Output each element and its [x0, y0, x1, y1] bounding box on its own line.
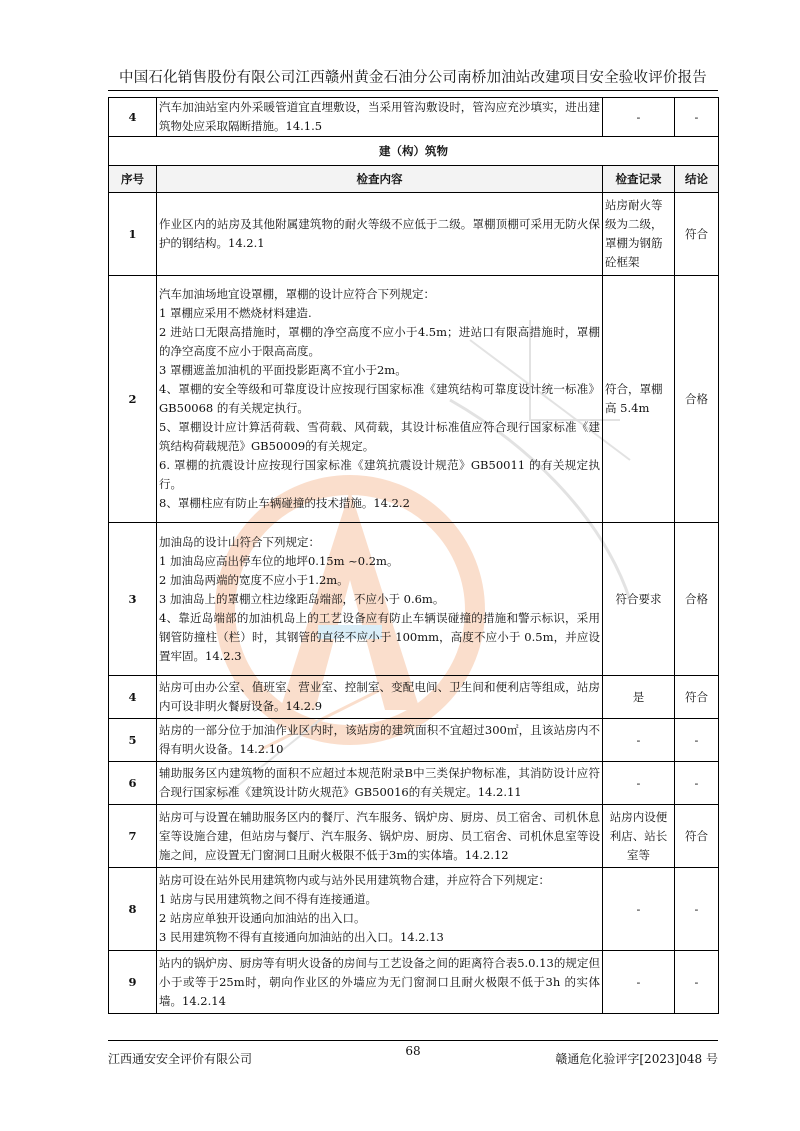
- row-result: -: [675, 951, 719, 1014]
- row-result: 符合: [675, 193, 719, 276]
- page-number: 68: [405, 1044, 421, 1058]
- content-line: 2 站房应单独开设通向加油站的出入口。: [159, 911, 366, 925]
- table-row: [109, 193, 719, 276]
- row-content: [157, 523, 603, 676]
- row-number: 6: [109, 762, 157, 805]
- content-line: 2 进站口无限高措施时，罩棚的净空高度不应小于4.5m；进站口有限高措施时，罩棚的净空高度不应小于限高高度。: [159, 325, 600, 358]
- col-header-content: 检查内容: [157, 166, 603, 193]
- row-result: -: [675, 762, 719, 805]
- table-row: [109, 719, 719, 762]
- footer-company: 江西通安安全评价有限公司: [108, 1052, 253, 1066]
- table-row: [109, 523, 719, 676]
- row-number: 4: [109, 98, 157, 137]
- table-row: [109, 676, 719, 719]
- row-number: 9: [109, 951, 157, 1014]
- content-line: 站房的一部分位于加油作业区内时，该站房的建筑面积不宜超过300㎡，且该站房内不得有明火设备。14.2.10: [159, 723, 600, 756]
- content-line: 站房可设在站外民用建筑物内或与站外民用建筑物合建，并应符合下列规定：: [159, 873, 550, 887]
- table-row: [109, 98, 719, 137]
- col-header-record: 检查记录: [603, 166, 675, 193]
- content-line: 加油岛的设计山符合下列规定：: [159, 534, 320, 549]
- row-record: -: [603, 98, 675, 137]
- row-result: 符合: [675, 676, 719, 719]
- row-number: 2: [109, 276, 157, 523]
- row-record: 符合，罩棚高 5.4m: [603, 276, 675, 523]
- row-content: [157, 676, 603, 719]
- inspection-table: [108, 97, 719, 1014]
- content-line: 2 加油岛两端的宽度不应小于1.2m。: [159, 572, 349, 587]
- row-number: 7: [109, 805, 157, 868]
- content-line: 作业区内的站房及其他附属建筑物的耐火等级不应低于二级。罩棚顶棚可采用无防火保护的钢结构。14.2.1: [159, 217, 600, 250]
- row-content: [157, 762, 603, 805]
- row-result: 合格: [675, 523, 719, 676]
- content-line: 4、罩棚的安全等级和可靠度设计应按现行国家标准《建筑结构可靠度设计统一标准》GB50068 的有关规定执行。: [159, 382, 600, 415]
- row-number: 5: [109, 719, 157, 762]
- row-record: 符合要求: [603, 523, 675, 676]
- footer-doc-number: 赣通危化验评字[2023]048 号: [555, 1052, 718, 1066]
- content-line: 4、靠近岛端部的加油机岛上的工艺设备应有防止车辆误碰撞的措施和警示标识，采用钢管防撞柱（栏）时，其钢管的直径不应小于 100mm，高度不应小于 0.5m，并应设置牢固。14.2.3: [159, 610, 600, 663]
- row-content: [157, 868, 603, 951]
- row-record: 是: [603, 676, 675, 719]
- content-line: 3 民用建筑物不得有直接通向加油站的出入口。14.2.13: [159, 930, 444, 944]
- row-content: [157, 719, 603, 762]
- content-line: 3 罩棚遮盖加油机的平面投影距离不宜小于2m。: [159, 363, 407, 377]
- row-record: -: [603, 719, 675, 762]
- footer-rule: [108, 1040, 718, 1041]
- table-row: [109, 951, 719, 1014]
- row-number: 3: [109, 523, 157, 676]
- row-content: [157, 951, 603, 1014]
- content-line: 站内的锅炉房、厨房等有明火设备的房间与工艺设备之间的距离符合表5.0.13的规定但小于或等于25m时，朝向作业区的外墙应为无门窗洞口且耐火极限不低于3h 的实体墙。14.2.14: [159, 955, 600, 1008]
- row-result: -: [675, 98, 719, 137]
- row-number: 4: [109, 676, 157, 719]
- row-record: 站房内设便利店、站长室等: [603, 805, 675, 868]
- row-result: 符合: [675, 805, 719, 868]
- row-record: -: [603, 762, 675, 805]
- table-row: [109, 805, 719, 868]
- col-header-no: 序号: [109, 166, 157, 193]
- content-line: 5、罩棚设计应计算活荷载、雪荷载、风荷载，其设计标准值应符合现行国家标准《建筑结构荷载规范》GB50009的有关规定。: [159, 420, 600, 453]
- row-content: 汽车加油站室内外采暖管道宜直埋敷设，当采用管沟敷设时，管沟应充沙填实，进出建筑物处应采取隔断措施。14.1.5: [157, 98, 603, 137]
- content-line: 1 加油岛应高出停车位的地坪0.15m ~0.2m。: [159, 553, 399, 568]
- row-record: -: [603, 868, 675, 951]
- report-header-title: 中国石化销售股份有限公司江西赣州黄金石油分公司南桥加油站改建项目安全验收评价报告: [119, 70, 707, 86]
- table-row: [109, 762, 719, 805]
- row-result: 合格: [675, 276, 719, 523]
- row-record: 站房耐火等级为二级，罩棚为钢筋砼框架: [603, 193, 675, 276]
- content-line: 6. 罩棚的抗震设计应按现行国家标准《建筑抗震设计规范》GB50011 的有关规定执行。: [159, 458, 600, 491]
- section-header-row: [109, 137, 719, 166]
- row-result: -: [675, 868, 719, 951]
- content-line: 1 罩棚应采用不燃烧材料建造.: [159, 306, 312, 320]
- content-line: 辅助服务区内建筑物的面积不应超过本规范附录B中三类保护物标准，其消防设计应符合现行国家标准《建筑设计防火规范》GB50016的有关规定。14.2.11: [159, 766, 600, 799]
- section-title: 建（构）筑物: [109, 137, 719, 166]
- content-line: 站房可与设置在辅助服务区内的餐厅、汽车服务、锅炉房、厨房、员工宿舍、司机休息室等设施合建，但站房与餐厅、汽车服务、锅炉房、厨房、员工宿舍、司机休息室等设施之间，应设置无门窗洞口且耐火极限不低于3m的实体墙。14.2.12: [159, 809, 600, 862]
- content-line: 汽车加油场地宜设罩棚，罩棚的设计应符合下列规定：: [159, 287, 435, 301]
- content-line: 3 加油岛上的罩棚立柱边缘距岛端部，不应小于 0.6m。: [159, 591, 445, 606]
- row-result: -: [675, 719, 719, 762]
- row-content: [157, 276, 603, 523]
- header-rule: [108, 90, 718, 91]
- content-line: 8、罩棚柱应有防止车辆碰撞的技术措施。14.2.2: [159, 496, 410, 510]
- row-content: [157, 805, 603, 868]
- table-row: [109, 868, 719, 951]
- content-line: 站房可由办公室、值班室、营业室、控制室、变配电间、卫生间和便利店等组成，站房内可设非明火餐厨设备。14.2.9: [159, 680, 600, 713]
- row-content: [157, 193, 603, 276]
- table-row: [109, 276, 719, 523]
- row-number: 1: [109, 193, 157, 276]
- row-record: -: [603, 951, 675, 1014]
- content-line: 1 站房与民用建筑物之间不得有连接通道。: [159, 892, 377, 906]
- col-header-result: 结论: [675, 166, 719, 193]
- column-header-row: [109, 166, 719, 193]
- row-number: 8: [109, 868, 157, 951]
